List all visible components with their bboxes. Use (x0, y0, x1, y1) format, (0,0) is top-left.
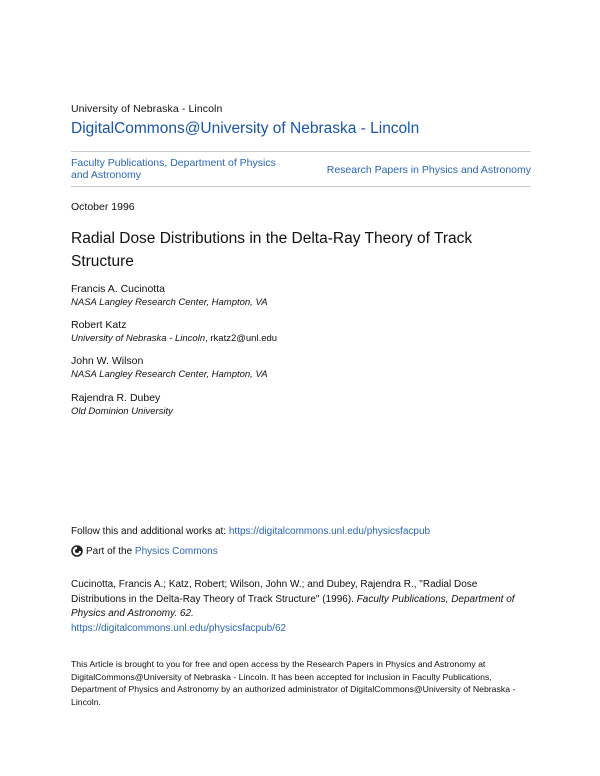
author-name: Rajendra R. Dubey (71, 392, 161, 404)
bottom-divider (71, 186, 531, 187)
repository-link[interactable]: DigitalCommons@University of Nebraska - Lincoln (71, 120, 420, 137)
author-name: John W. Wilson (71, 355, 144, 367)
author-block (71, 283, 268, 308)
institution-name: University of Nebraska - Lincoln (71, 103, 223, 115)
citation-number: . 62. (174, 608, 194, 619)
collection-link-research-papers[interactable]: Research Papers in Physics and Astronomy (326, 164, 531, 176)
part-of-text: Part of the (86, 545, 133, 557)
access-statement: This Article is brought to you for free and open access by the Research Papers in Physics and Astronomy at DigitalCommons@University of Nebraska - Lincoln. It has been accepted for inclusion in Faculty Publications, Department of Physics and Astronomy by an authorized administrator of DigitalCommons@University of Nebraska - Lincoln. (71, 659, 516, 707)
follow-url-link[interactable]: https://digitalcommons.unl.edu/physicsfacpub (228, 526, 431, 537)
publication-date: October 1996 (71, 201, 135, 213)
network-commons-icon (71, 545, 83, 557)
author-block (71, 392, 173, 417)
author-affiliation: NASA Langley Research Center, Hampton, VA (71, 297, 268, 308)
author-email: , rkatz2@unl.edu (205, 333, 278, 344)
follow-text: Follow this and additional works at: (71, 526, 229, 537)
top-divider (71, 151, 531, 152)
author-name: Robert Katz (71, 319, 127, 331)
author-affiliation: NASA Langley Research Center, Hampton, VA (71, 369, 268, 380)
citation-text: Cucinotta, Francis A.; Katz, Robert; Wilson, John W.; and Dubey, Rajendra R., "Radial Dose Distributions in the Delta-Ray Theory of Track Structure" (1996). (71, 579, 478, 605)
citation-url-link[interactable]: https://digitalcommons.unl.edu/physicsfacpub/62 (71, 622, 287, 634)
physics-commons-link[interactable]: Physics Commons (134, 545, 218, 557)
author-name: Francis A. Cucinotta (71, 283, 165, 295)
recommended-citation (71, 578, 531, 636)
author-affiliation: Old Dominion University (71, 406, 173, 417)
author-affiliation: University of Nebraska - Lincoln, rkatz2@unl.edu (71, 333, 278, 344)
follow-line (71, 526, 430, 537)
citation-journal: Faculty Publications, Department of Physics and Astronomy (71, 593, 515, 619)
author-block (71, 355, 268, 380)
collection-link-faculty-publications[interactable]: Faculty Publications, Department of Physics and Astronomy (71, 157, 276, 181)
part-of-line (71, 545, 218, 557)
article-title: Radial Dose Distributions in the Delta-Ray Theory of Track Structure (71, 230, 473, 270)
author-block (71, 319, 277, 344)
